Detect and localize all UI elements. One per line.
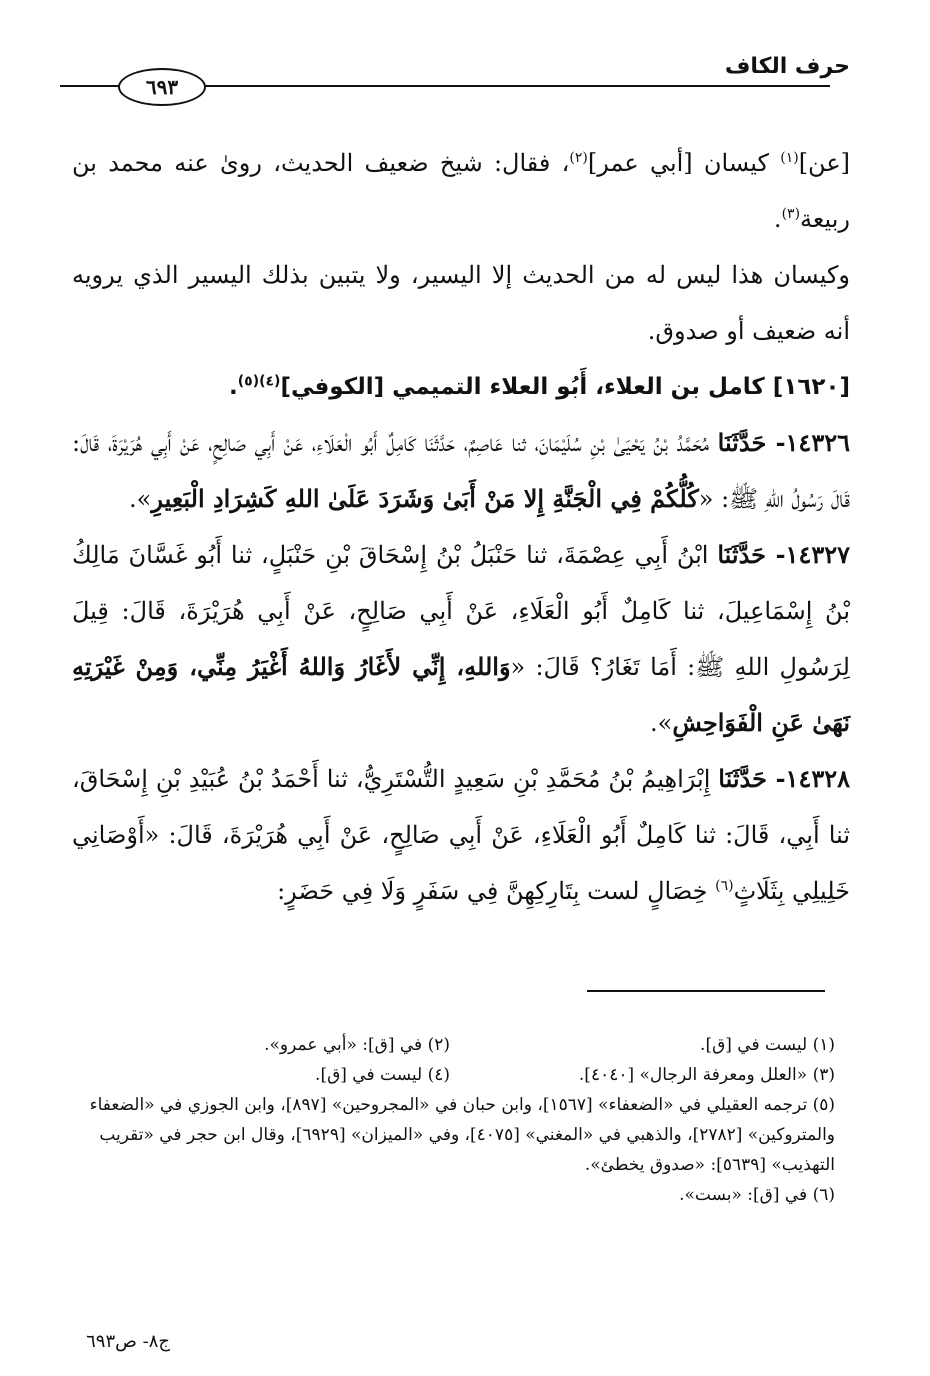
quote-end: ». xyxy=(129,485,152,513)
volume-page-footer: ج٨- ص٦٩٣ xyxy=(86,1331,170,1352)
footnote-1: (١) ليست في [ق]. xyxy=(700,1035,835,1055)
chapter-title: حرف الكاف xyxy=(724,54,850,79)
footnote-ref: (٣) xyxy=(781,206,801,222)
footnote-4: (٤) ليست في [ق]. xyxy=(315,1065,450,1085)
footnote-rule xyxy=(587,990,825,992)
footnote-ref: (٤)(٥) xyxy=(237,373,281,390)
heading-text: [١٦٢٠] كامل بن العلاء، أَبُو العلاء التميمي [الكوفي] xyxy=(280,374,850,400)
entry-heading xyxy=(72,359,850,415)
hadith-14327 xyxy=(72,527,850,751)
quote-end: ». xyxy=(650,709,673,737)
text: كيسان [أبي عمر] xyxy=(587,149,781,177)
footnote-ref: (٦) xyxy=(715,878,734,894)
footnote-3: (٣) «العلل ومعرفة الرجال» [٤٠٤٠]. xyxy=(578,1065,835,1085)
matn-text: وَاللهِ، إِنِّي لأَغَارُ وَاللهُ أَغْيَرُ مِنِّي، وَمِنْ غَيْرَتِهِ نَهَىٰ عَنِ الْفَوَاحِشِ xyxy=(72,652,850,737)
hadith-number: ١٤٣٢٦- xyxy=(766,428,850,457)
main-text xyxy=(72,135,850,919)
paragraph-kaysan-note: وكيسان هذا ليس له من الحديث إلا اليسير، ولا يتبين بذلك اليسير الذي يرويه أنه ضعيف أو صدوق. xyxy=(72,261,850,345)
hadith-number: ١٤٣٢٨- xyxy=(766,764,850,793)
narration-keyword: حَدَّثَنَا xyxy=(718,764,767,793)
isnad-text: مُحَمَّدُ بْنُ يَحْيَىٰ بْنِ سُلَيْمَانَ، ثنا عَاصِمٌ، حَدَّثَنَا كَامِلٌ أَبُو الْعَلَاءِ، عَنْ أَبِي صَالِحٍ، عَنْ أَبِي هُرَيْرَةَ، قَالَ: قَالَ رَسُولُ اللهِ ﷺ: « xyxy=(72,429,850,513)
narration-keyword: حَدَّثَنَا xyxy=(717,540,766,569)
footnote-row xyxy=(65,1060,835,1090)
hadith-14326 xyxy=(72,415,850,527)
footnote-ref: (٢) xyxy=(569,150,588,166)
heading-end: . xyxy=(228,374,238,400)
text: ، فقال: شيخ ضعيف الحديث، روىٰ عنه محمد بن ربيعة xyxy=(72,149,850,233)
footnote-6: (٦) في [ق]: «بست». xyxy=(679,1185,835,1205)
footnotes xyxy=(65,1030,835,1210)
text: . xyxy=(773,205,782,233)
narration-keyword: حَدَّثَنَا xyxy=(717,428,767,457)
paragraph-kaysan xyxy=(72,135,850,247)
footnote-5: (٥) ترجمه العقيلي في «الضعفاء» [١٥٦٧]، وابن حبان في «المجروحين» [٨٩٧]، وابن الجوزي في «الضعفاء والمتروكين» [٢٧٨٢]، والذهبي في «المغني» [٤٠٧٥]، وفي «الميزان» [٦٩٢٩]، وقال ابن حجر في «تقريب التهذيب» [٥٦٣٩]: «صدوق يخطئ». xyxy=(89,1095,835,1175)
footnote-2: (٢) في [ق]: «أبي عمرو». xyxy=(264,1035,450,1055)
matn-text: كُلُّكُمْ فِي الْجَنَّةِ إِلا مَنْ أَبَىٰ وَشَرَدَ عَلَىٰ اللهِ كَشِرَادِ الْبَعِيرِ xyxy=(151,484,699,513)
hadith-14328 xyxy=(72,751,850,919)
text: خِصَالٍ لست بِتَارِكِهِنَّ فِي سَفَرٍ وَلَا فِي حَضَرٍ: xyxy=(277,877,716,905)
footnote-ref: (١) xyxy=(780,150,799,166)
hadith-number: ١٤٣٢٧- xyxy=(766,540,850,569)
isnad-text: ابْنُ أَبِي عِصْمَةَ، ثنا حَنْبَلُ بْنُ إِسْحَاقَ بْنِ حَنْبَلٍ، ثنا أَبُو غَسَّانَ مَالِكُ بْنُ إِسْمَاعِيلَ، ثنا كَامِلٌ أَبُو الْعَلَاءِ، عَنْ أَبِي صَالِحٍ، عَنْ أَبِي هُرَيْرَةَ، قَالَ: قِيلَ لِرَسُولِ اللهِ ﷺ: أَمَا تَغَارُ؟ قَالَ: « xyxy=(72,541,850,681)
isnad-text: إِبْرَاهِيمُ بْنُ مُحَمَّدِ بْنِ سَعِيدٍ التُّسْتَرِيُّ، ثنا أَحْمَدُ بْنُ عُبَيْدِ بْنِ إِسْحَاقَ، ثنا أَبِي، قَالَ: ثنا كَامِلٌ أَبُو الْعَلَاءِ، عَنْ أَبِي صَالِحٍ، عَنْ أَبِي هُرَيْرَةَ، قَالَ: «أَوْصَانِي خَلِيلِي بِثَلَاثٍ xyxy=(72,765,850,905)
page-number-oval: ٦٩٣ xyxy=(118,68,206,106)
footnote-row xyxy=(65,1030,835,1060)
text: [عن] xyxy=(798,149,851,177)
